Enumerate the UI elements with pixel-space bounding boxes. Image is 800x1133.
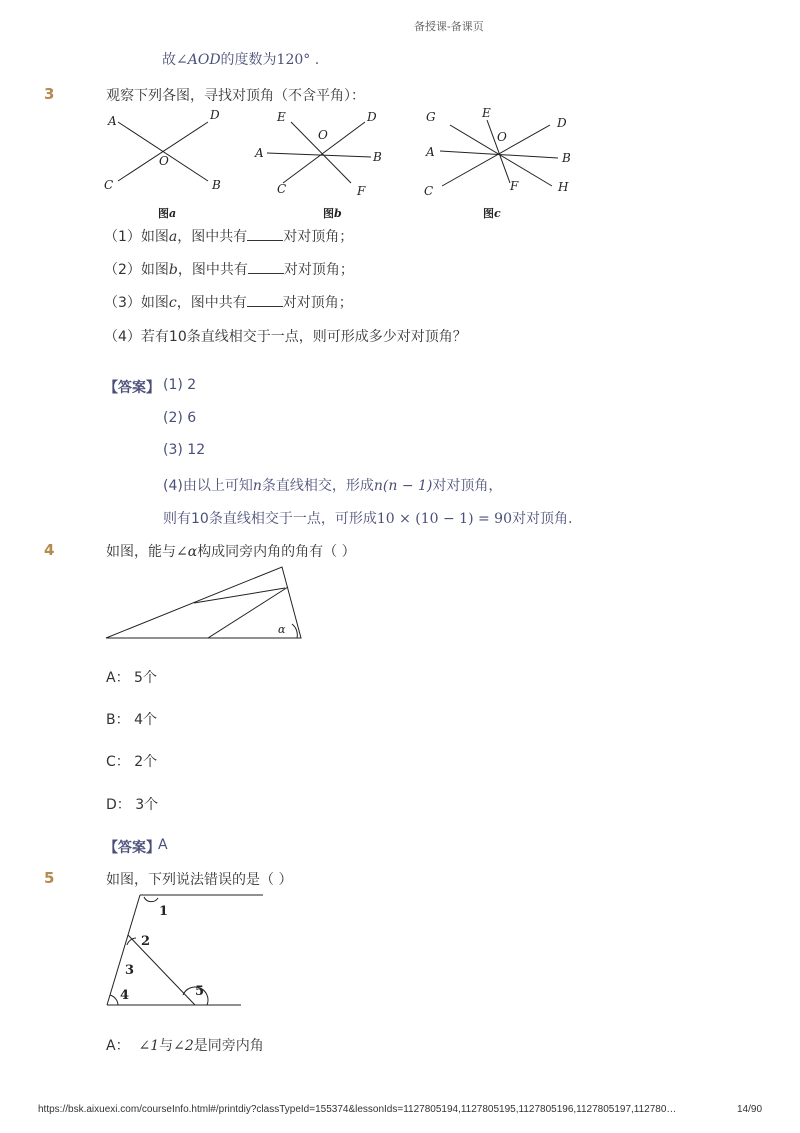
figure-a-caption: 图a — [158, 207, 177, 220]
prev-prefix: 故 — [162, 52, 176, 68]
label-e: E — [482, 106, 491, 120]
alpha-label: α — [278, 623, 286, 636]
angle-3-label: 3 — [125, 963, 135, 978]
question-5-stem: 如图，下列说法错误的是（ ） — [106, 872, 293, 888]
question-3-item-1: （1）如图a，图中共有 对对顶角； — [104, 229, 354, 245]
label-a: A — [426, 145, 435, 159]
option-b[interactable]: B： 4个 — [106, 712, 157, 728]
label-f: F — [357, 184, 366, 198]
triangle — [106, 567, 301, 638]
option-d[interactable]: D： 3个 — [106, 797, 159, 813]
figure-b — [253, 105, 393, 205]
figure-c — [420, 103, 580, 203]
interior-line-1 — [194, 588, 285, 603]
prev-value: 120° — [276, 52, 311, 68]
answer-blank — [247, 228, 283, 241]
answer-line-2: (2) 6 — [163, 410, 197, 426]
prev-mid: 的度数为 — [220, 52, 277, 68]
question-3-item-3: （3）如图c，图中共有 对对顶角； — [104, 295, 353, 311]
label-b: B — [562, 151, 571, 165]
interior-line-2 — [208, 587, 288, 638]
label-o: O — [159, 154, 169, 168]
question-number-3: 3 — [44, 85, 55, 103]
line-dc — [442, 125, 550, 186]
diagonal-line — [128, 935, 195, 1005]
label-b: B — [373, 150, 382, 164]
label-g: G — [426, 110, 436, 124]
angle-2-label: 2 — [141, 934, 151, 949]
angle-1-arc — [144, 897, 158, 902]
angle-1-label: 1 — [159, 904, 169, 919]
option-c[interactable]: C： 2个 — [106, 754, 158, 770]
label-c: C — [277, 182, 287, 196]
question-5-figure — [100, 888, 280, 1013]
label-o: O — [497, 130, 507, 144]
question-number-5: 5 — [44, 869, 55, 887]
page-header-title: 备授课-备课页 — [414, 20, 484, 33]
alpha-arc — [292, 624, 297, 638]
angle-4-arc — [110, 995, 118, 1005]
answer-line-3: (3) 12 — [163, 442, 206, 458]
figure-c-caption: 图c — [483, 207, 501, 220]
figure-b-caption: 图b — [323, 207, 342, 220]
label-f: F — [510, 179, 519, 193]
prev-angle: ∠AOD — [176, 52, 221, 68]
footer-url[interactable]: https://bsk.aixuexi.com/courseInfo.html#/printdiy?classTypeId=155374&lessonIds=1127805194,1127805195,1127805196,1127805197,112780… — [38, 1104, 677, 1115]
label-c: C — [424, 184, 434, 198]
answer-label: 【答案】 — [104, 840, 160, 856]
previous-answer-line — [162, 49, 319, 69]
prev-suffix: . — [310, 52, 320, 68]
label-e: E — [277, 110, 286, 124]
question-5-option-a[interactable]: A： ∠1与∠2是同旁内角 — [106, 1038, 264, 1054]
angle-5-label: 5 — [195, 984, 205, 999]
figure-a — [100, 105, 230, 220]
question-3-item-2: （2）如图b，图中共有 对对顶角； — [104, 262, 354, 278]
question-3-item-4: （4）若有10条直线相交于一点，则可形成多少对对顶角？ — [104, 329, 467, 345]
question-4-figure — [100, 560, 310, 645]
label-d: D — [210, 108, 220, 122]
label-h: H — [558, 180, 569, 194]
question-4-stem: 如图，能与∠α构成同旁内角的角有（ ） — [106, 544, 356, 560]
label-o: O — [318, 128, 328, 142]
angle-4-label: 4 — [120, 988, 130, 1003]
answer-blank — [247, 294, 283, 307]
answer-blank — [248, 261, 284, 274]
label-b: B — [212, 178, 221, 192]
question-3-stem: 观察下列各图，寻找对顶角（不含平角）： — [106, 88, 365, 104]
label-d: D — [557, 116, 567, 130]
label-a: A — [255, 146, 264, 160]
option-a[interactable]: A： 5个 — [106, 670, 157, 686]
answer-line-1: (1) 2 — [163, 377, 197, 393]
label-a: A — [108, 114, 117, 128]
question-number-4: 4 — [44, 541, 55, 559]
label-d: D — [367, 110, 377, 124]
page-number: 14/90 — [737, 1104, 763, 1115]
answer-line-5: 则有10条直线相交于一点，可形成10 × (10 − 1) = 90对对顶角. — [163, 511, 573, 527]
answer-line-4: (4)由以上可知n条直线相交，形成n(n − 1)对对顶角， — [163, 478, 503, 494]
label-c: C — [104, 178, 114, 192]
answer-label: 【答案】 — [104, 380, 160, 396]
question-4-answer: A — [158, 837, 168, 853]
